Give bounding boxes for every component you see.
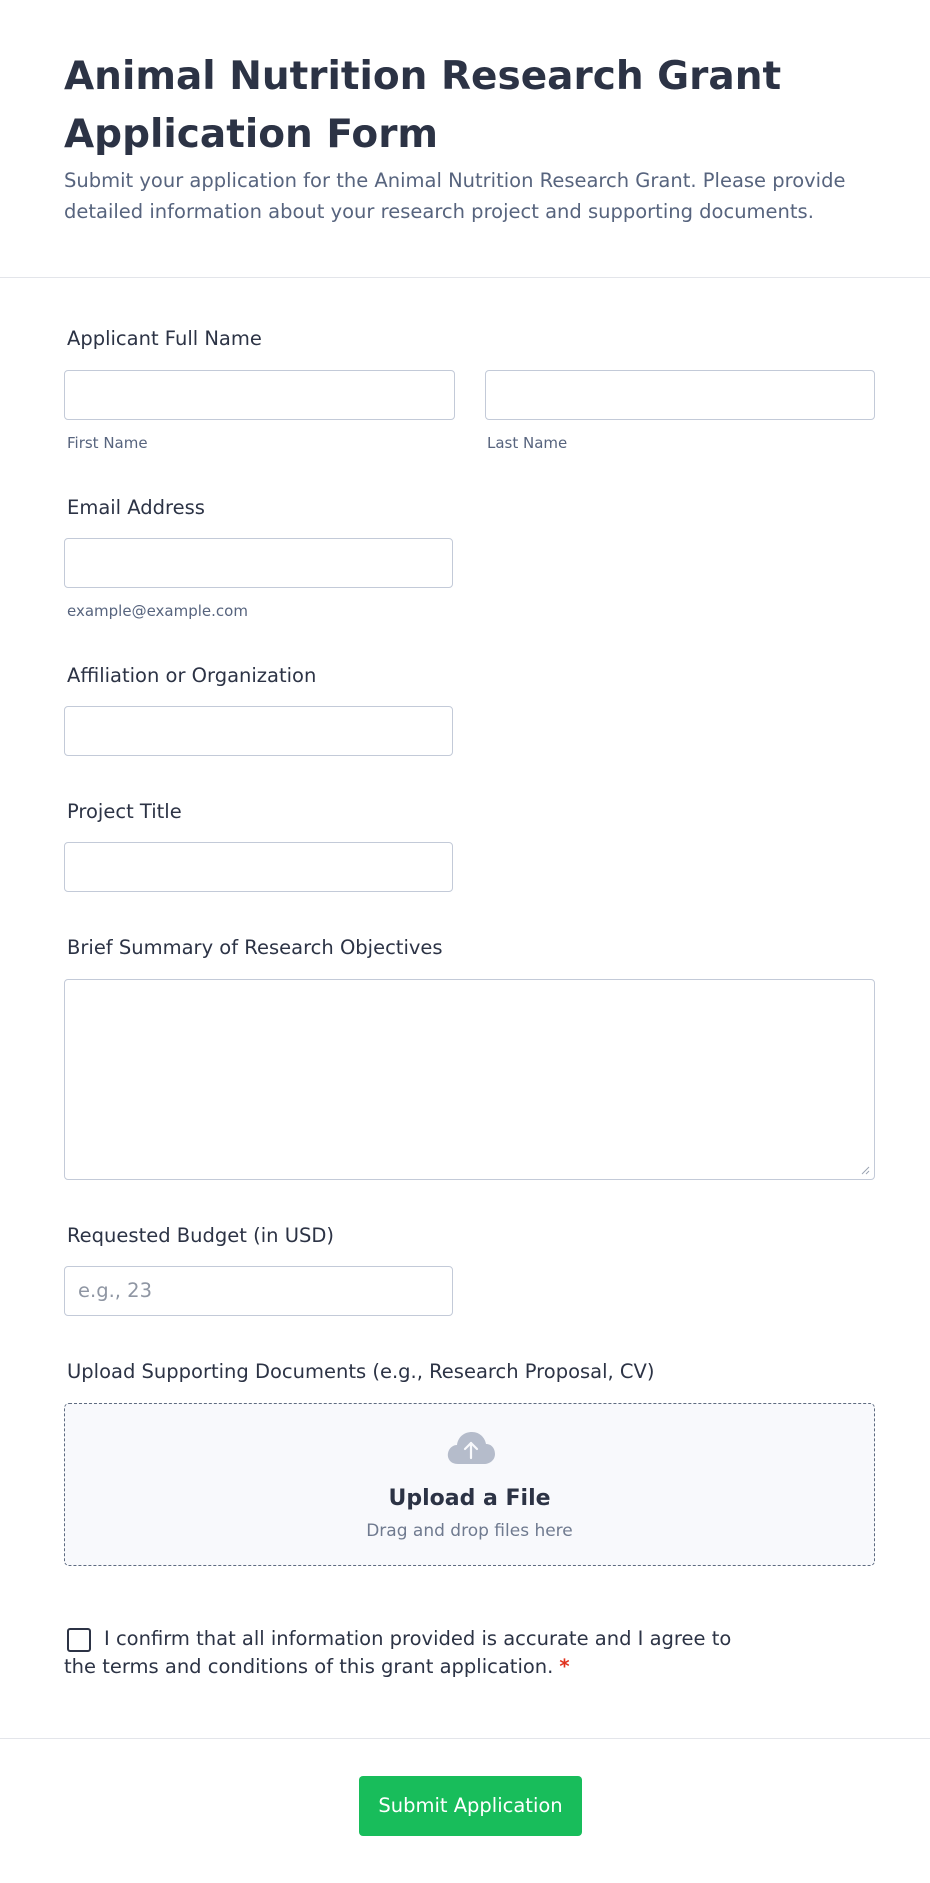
submit-button[interactable]: Submit Application bbox=[359, 1776, 582, 1836]
budget-input[interactable] bbox=[64, 1266, 453, 1316]
page-subtitle: Submit your application for the Animal Nutrition Research Grant. Please provide detailed information about your research project and supporting documents. bbox=[64, 169, 846, 223]
confirm-label bbox=[64, 1625, 764, 1681]
last-name-sublabel: Last Name bbox=[487, 434, 568, 452]
resize-grip-icon[interactable] bbox=[860, 1165, 870, 1175]
affiliation-input[interactable] bbox=[64, 706, 453, 756]
confirm-text: I confirm that all information provided is accurate and I agree to the terms and conditions of this grant application. bbox=[64, 1627, 732, 1678]
cloud-upload-icon bbox=[446, 1430, 496, 1466]
file-upload-dropzone[interactable] bbox=[64, 1403, 875, 1566]
project-title-input[interactable] bbox=[64, 842, 453, 892]
last-name-input[interactable] bbox=[485, 370, 875, 420]
affiliation-label: Affiliation or Organization bbox=[67, 664, 317, 687]
first-name-sublabel: First Name bbox=[67, 434, 148, 452]
required-mark: * bbox=[559, 1655, 570, 1678]
footer-divider bbox=[0, 1738, 930, 1739]
summary-textarea[interactable] bbox=[64, 979, 875, 1180]
email-sublabel: example@example.com bbox=[67, 602, 248, 620]
form-header bbox=[0, 0, 930, 278]
page-title: Animal Nutrition Research Grant Application Form bbox=[64, 54, 782, 157]
upload-title: Upload a File bbox=[388, 1486, 551, 1511]
upload-hint: Drag and drop files here bbox=[366, 1521, 573, 1541]
budget-label: Requested Budget (in USD) bbox=[67, 1224, 334, 1247]
project-title-label: Project Title bbox=[67, 800, 182, 823]
summary-label: Brief Summary of Research Objectives bbox=[67, 936, 443, 959]
email-label: Email Address bbox=[67, 496, 205, 519]
first-name-input[interactable] bbox=[64, 370, 455, 420]
budget-placeholder: e.g., 23 bbox=[78, 1279, 152, 1302]
email-field[interactable] bbox=[64, 538, 453, 588]
upload-label: Upload Supporting Documents (e.g., Research Proposal, CV) bbox=[67, 1360, 655, 1383]
full-name-label: Applicant Full Name bbox=[67, 327, 262, 350]
